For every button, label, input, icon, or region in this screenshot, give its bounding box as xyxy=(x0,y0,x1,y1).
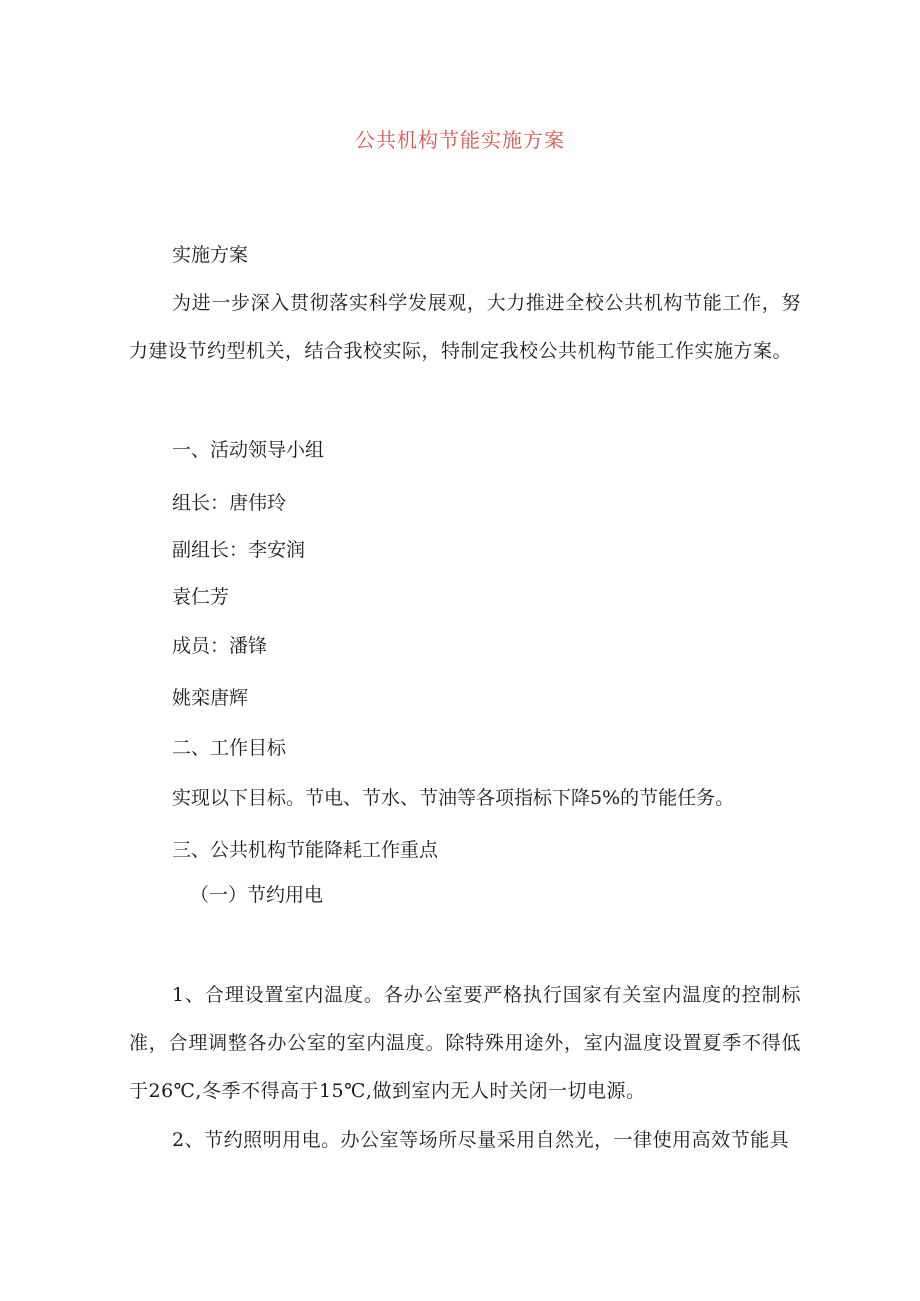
deputy-leader-line-2: 袁仁芳 xyxy=(172,586,230,608)
document-title: 公共机构节能实施方案 xyxy=(355,128,565,152)
section3-title: 三、公共机构节能降耗工作重点 xyxy=(172,839,439,861)
goal-line: 实现以下目标。节电、节水、节油等各项指标下降5%的节能任务。 xyxy=(172,787,735,809)
subsection1-title: （一）节约用电 xyxy=(190,884,324,906)
members-line: 成员：潘锋 xyxy=(172,635,268,657)
section1-title: 一、活动领导小组 xyxy=(172,439,325,461)
leader-line: 组长：唐伟玲 xyxy=(172,492,287,514)
item2-paragraph: 2、节约照明用电。办公室等场所尽量采用自然光，一律使用高效节能具 xyxy=(172,1129,790,1151)
members-line-2: 姚栾唐辉 xyxy=(172,687,249,709)
heading-plan: 实施方案 xyxy=(172,244,249,266)
item1-paragraph: 1、合理设置室内温度。各办公室要严格执行国家有关室内温度的控制标准，合理调整各办公室的室内温度。除特殊用途外，室内温度设置夏季不得低于26℃,冬季不得高于15℃,做到室内无人时关闭一切电源。 xyxy=(129,984,801,1102)
intro-paragraph: 为进一步深入贯彻落实科学发展观，大力推进全校公共机构节能工作，努力建设节约型机关，结合我校实际，特制定我校公共机构节能工作实施方案。 xyxy=(129,292,801,362)
section2-title: 二、工作目标 xyxy=(172,737,287,759)
deputy-leader-line: 副组长：李安润 xyxy=(172,539,306,561)
